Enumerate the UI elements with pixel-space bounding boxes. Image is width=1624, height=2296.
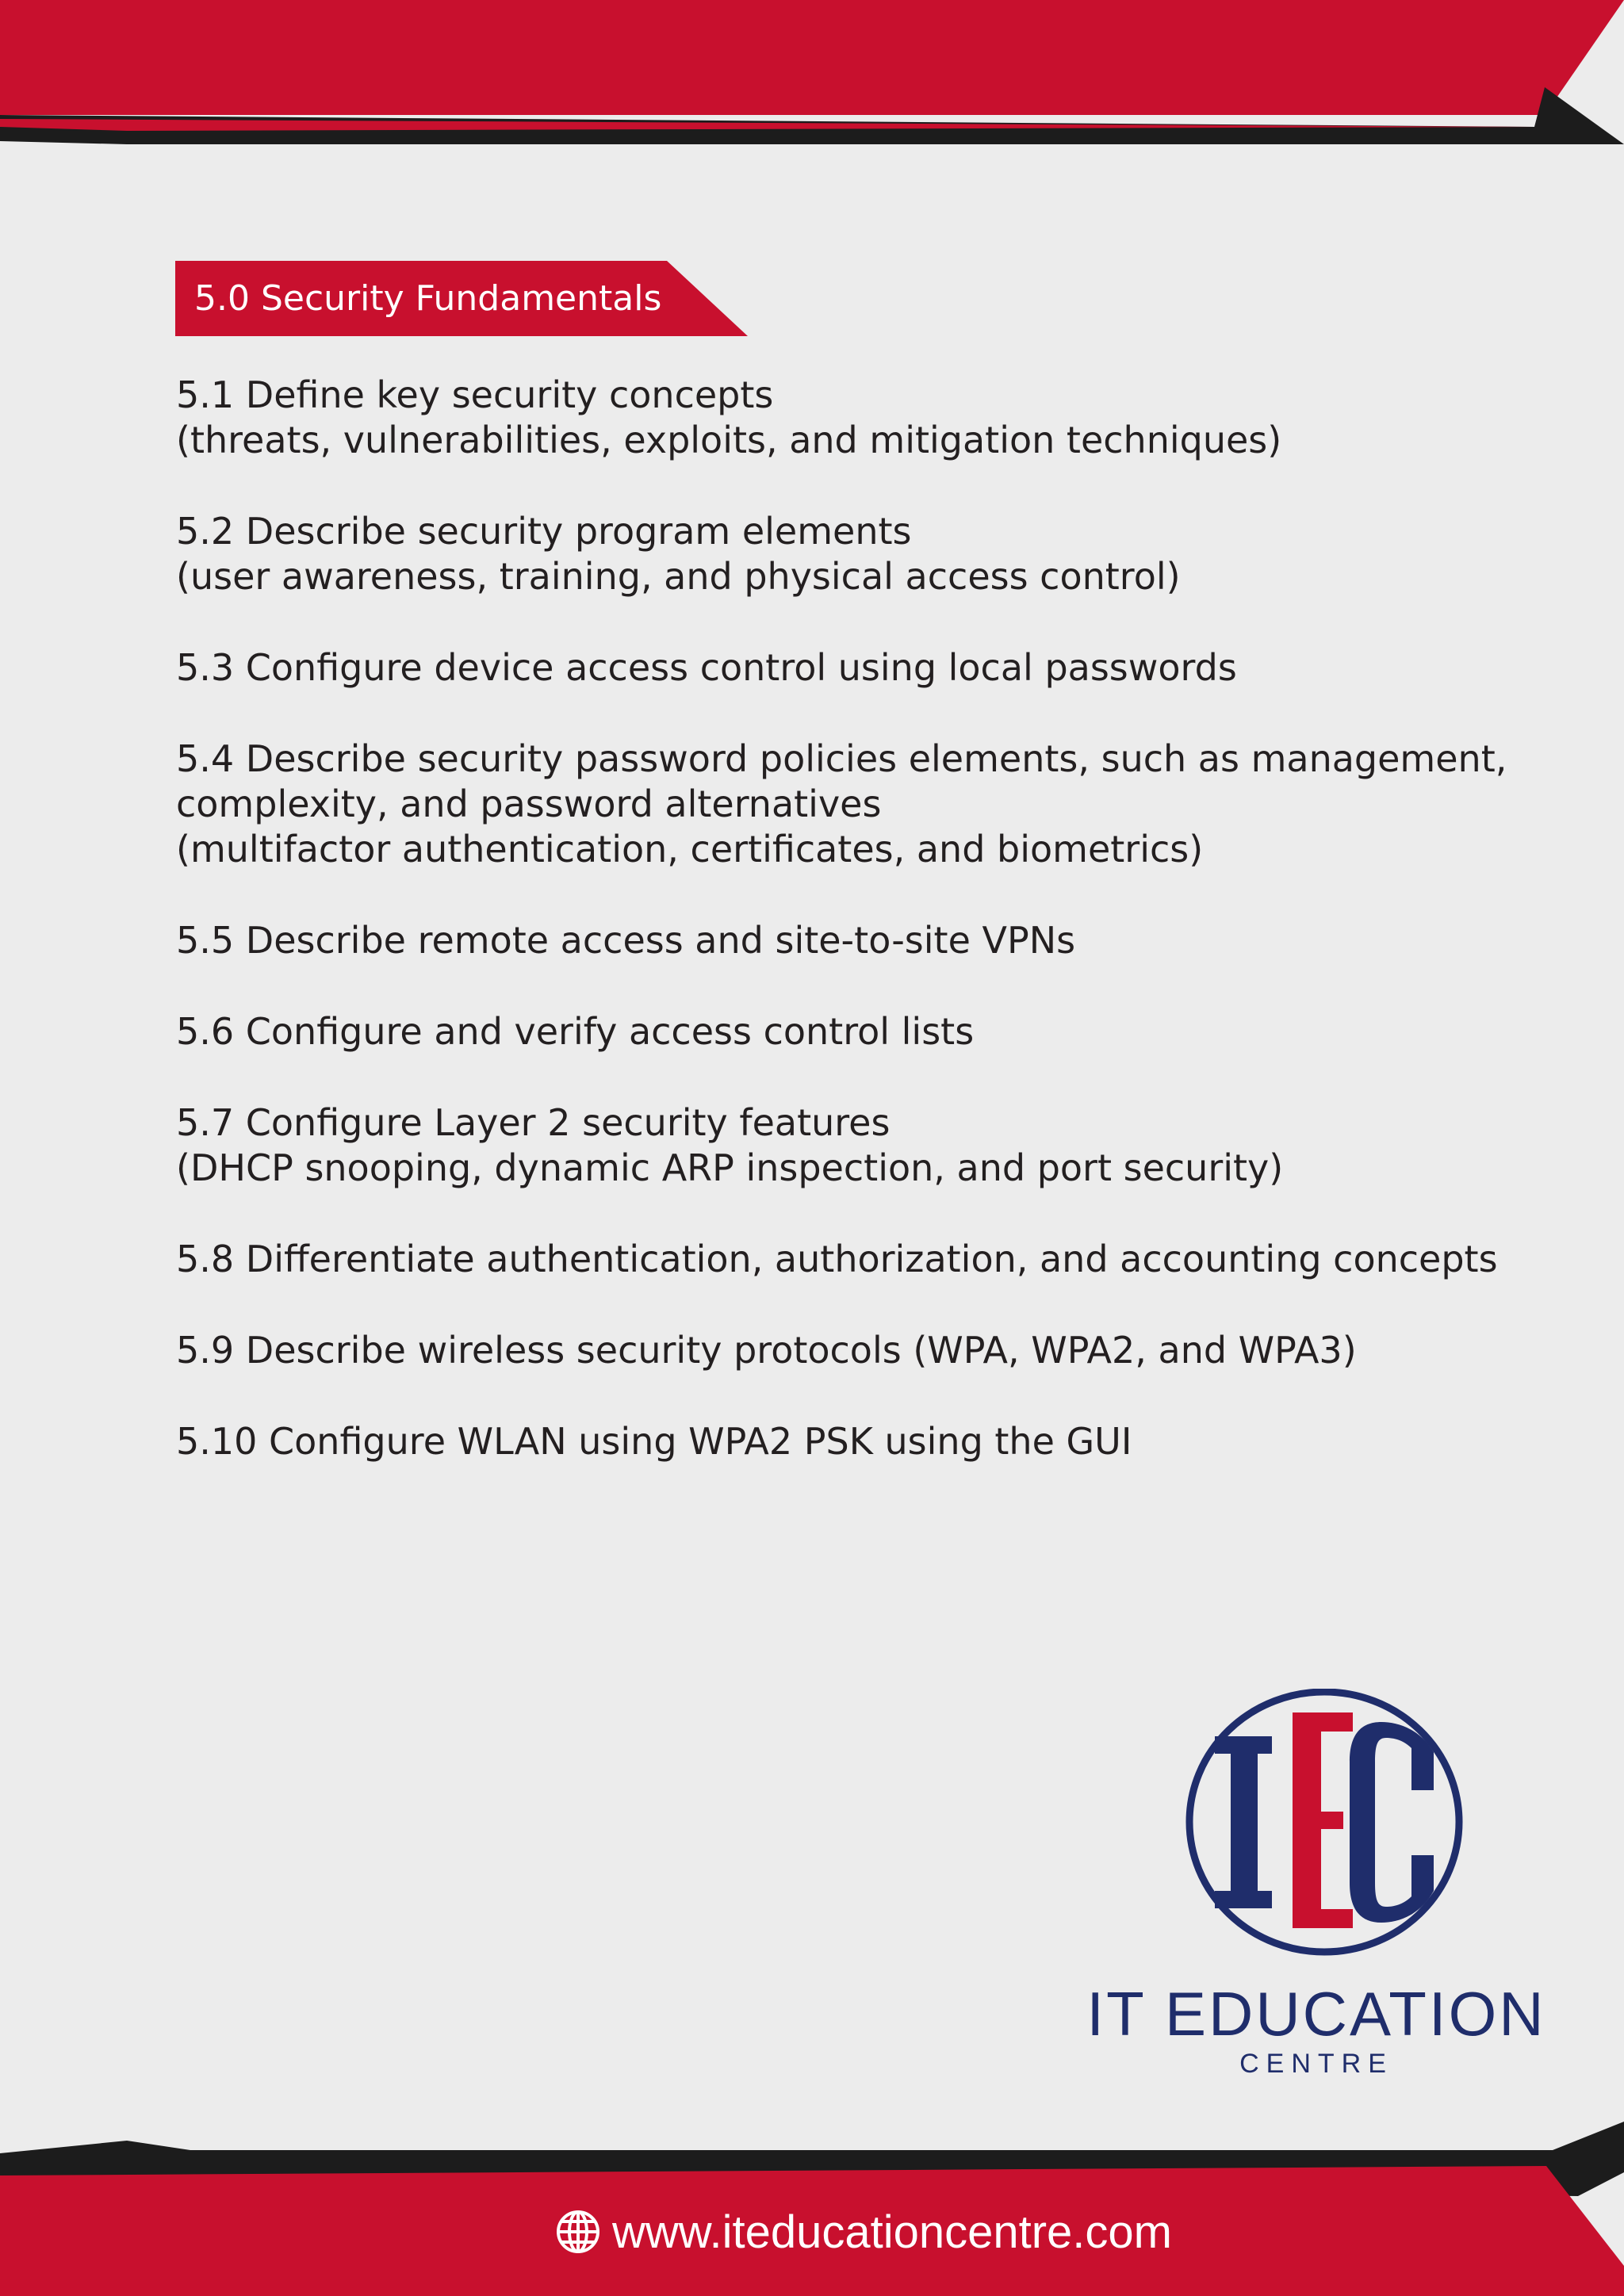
list-item-line: (threats, vulnerabilities, exploits, and mitigation techniques)	[176, 419, 1282, 461]
list-item	[176, 737, 1603, 872]
list-item-line: 5.3 Configure device access control using local passwords	[176, 646, 1237, 689]
list-item	[176, 1237, 1603, 1282]
list-item-line: (user awareness, training, and physical access control)	[176, 555, 1181, 598]
list-item	[176, 1100, 1603, 1191]
list-item	[176, 509, 1603, 599]
brand-name: IT EDUCATION	[1086, 1979, 1546, 2049]
list-item-line: 5.6 Configure and verify access control lists	[176, 1010, 975, 1053]
list-item-line: 5.5 Describe remote access and site-to-site VPNs	[176, 919, 1076, 962]
list-item-line: 5.10 Configure WLAN using WPA2 PSK using the GUI	[176, 1420, 1132, 1463]
section-heading	[175, 261, 748, 336]
list-item-line: 5.7 Configure Layer 2 security features	[176, 1101, 891, 1144]
list-item-line: 5.2 Describe security program elements	[176, 510, 912, 553]
list-item-line: 5.4 Describe security password policies elements, such as management,	[176, 737, 1507, 780]
list-item	[176, 1009, 1603, 1054]
list-item-line: 5.9 Describe wireless security protocols (WPA, WPA2, and WPA3)	[176, 1329, 1357, 1372]
list-item	[176, 918, 1603, 963]
globe-icon	[555, 2209, 601, 2255]
header-band	[0, 0, 1624, 144]
list-item	[176, 373, 1603, 463]
iec-logo	[1182, 1689, 1467, 1974]
objectives-list	[176, 373, 1603, 1510]
website-url: www.iteducationcentre.com	[612, 2206, 1172, 2258]
list-item-line: complexity, and password alternatives	[176, 783, 882, 825]
list-item-line: (multifactor authentication, certificates, and biometrics)	[176, 828, 1204, 871]
list-item-line: 5.8 Differentiate authentication, authorization, and accounting concepts	[176, 1238, 1498, 1280]
section-title: 5.0 Security Fundamentals	[194, 278, 662, 319]
list-item	[176, 1419, 1603, 1464]
website-link[interactable]	[555, 2200, 1172, 2263]
list-item-line: 5.1 Define key security concepts	[176, 373, 774, 416]
list-item	[176, 645, 1603, 691]
list-item-line: (DHCP snooping, dynamic ARP inspection, and port security)	[176, 1146, 1284, 1189]
brand-subtitle: CENTRE	[1239, 2049, 1393, 2079]
list-item	[176, 1328, 1603, 1373]
